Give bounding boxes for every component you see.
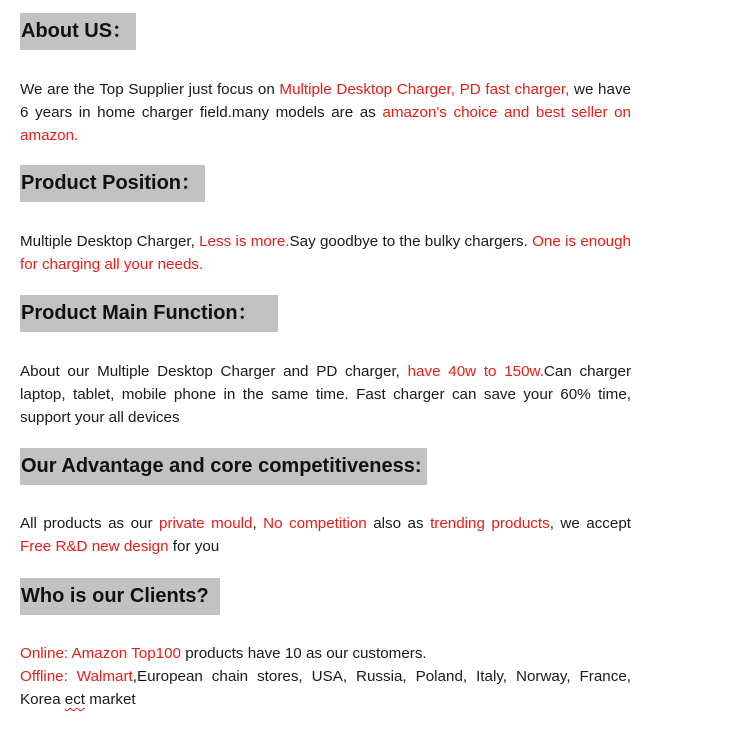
highlight-text-run: No competition <box>263 515 367 532</box>
text-run: About our Multiple Desktop Charger and PD charger, <box>20 363 408 380</box>
highlight-text-run: Less is more. <box>199 233 290 250</box>
text-run: ,European chain stores, USA, Russia, Poland, Italy, Norway, France, Korea <box>20 668 631 708</box>
heading-about-us: About US： <box>20 13 136 50</box>
text-run: we have 6 years in home charger field.many models are as <box>20 81 631 121</box>
highlight-text-run: have 40w to 150w. <box>407 363 544 380</box>
our-advantage-paragraph <box>20 512 631 558</box>
heading-who-is-our-clients: Who is our Clients? <box>20 578 220 615</box>
highlight-text-run: amazon's choice and best seller on amazon. <box>20 104 631 144</box>
text-run: Can charger laptop, tablet, mobile phone in the same time. Fast charger can save your 60% time, support your all devices <box>20 363 631 426</box>
product-position-paragraph <box>20 230 631 276</box>
highlight-text-run: One is enough for charging all your needs. <box>20 233 631 273</box>
highlight-text-run: trending products <box>430 515 550 532</box>
highlight-text-run: Online: Amazon Top100 <box>20 645 181 662</box>
highlight-text-run: Offline: Walmart <box>20 668 133 685</box>
clients-offline-line <box>20 665 631 711</box>
highlight-text-run: private mould <box>159 515 253 532</box>
spellcheck-flagged-word[interactable]: ect <box>64 691 86 708</box>
highlight-text-run: Free R&D new design <box>20 538 169 555</box>
highlight-text-run: Multiple Desktop Charger, PD fast charger, <box>279 81 570 98</box>
about-us-paragraph <box>20 78 631 147</box>
text-run: , <box>252 515 264 532</box>
text-run: We are the Top Supplier just focus on <box>20 81 280 98</box>
text-run: Multiple Desktop Charger, <box>20 233 200 250</box>
text-run: products have 10 as our customers. <box>181 645 427 662</box>
text-run: market <box>85 691 136 708</box>
text-run: Say goodbye to the bulky chargers. <box>289 233 533 250</box>
heading-product-main-function: Product Main Function： <box>20 295 278 332</box>
text-run: also as <box>366 515 431 532</box>
text-run: All products as our <box>20 515 160 532</box>
heading-product-position: Product Position： <box>20 165 205 202</box>
product-main-function-paragraph <box>20 360 631 429</box>
heading-our-advantage: Our Advantage and core competitiveness: <box>20 448 427 485</box>
text-run: , we accept <box>549 515 632 532</box>
text-run: for you <box>168 538 220 555</box>
clients-online-line <box>20 642 631 665</box>
